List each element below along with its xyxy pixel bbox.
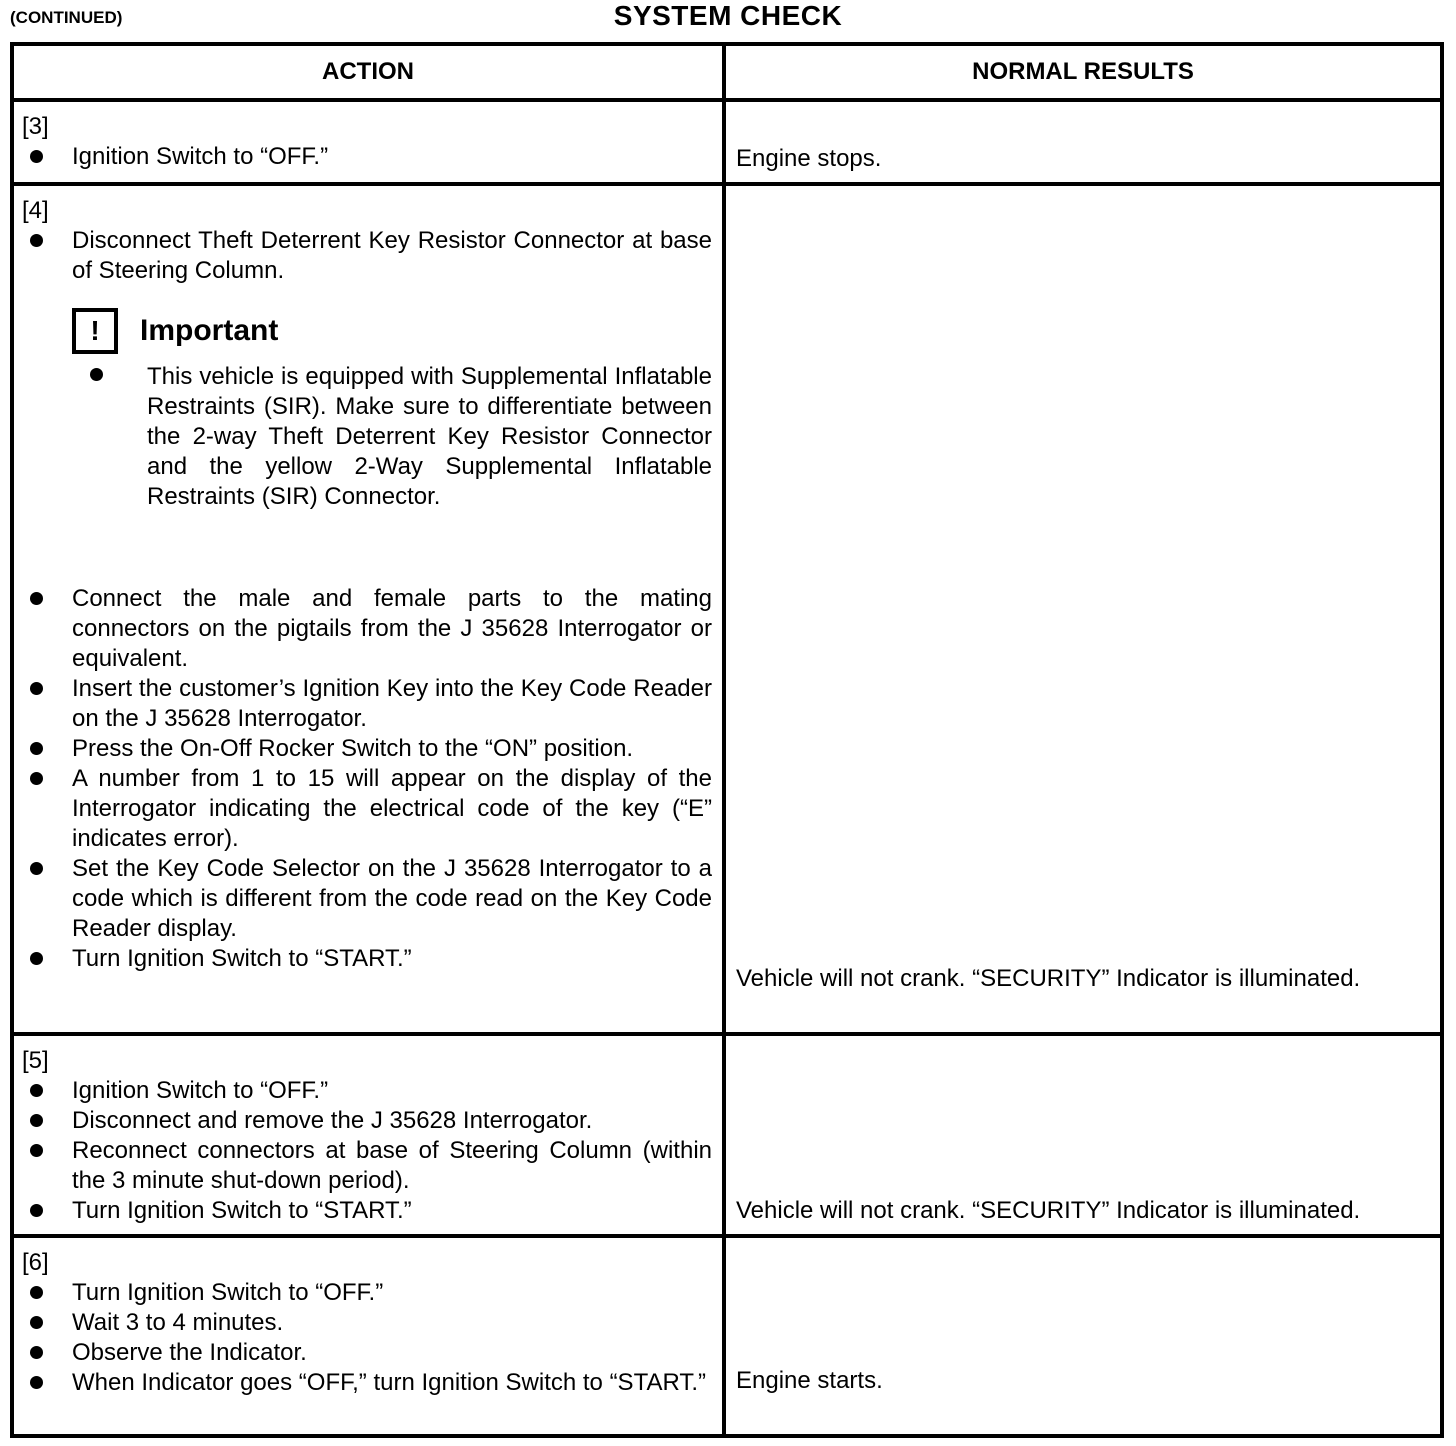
action-list	[22, 226, 712, 286]
continued-label: (CONTINUED)	[10, 8, 123, 27]
list-item: A number from 1 to 15 will appear on the display of the Interrogator indicating the electrical code of the key (“E” indicates error).	[22, 764, 712, 854]
action-list	[22, 1278, 712, 1398]
result-text: Vehicle will not crank. “SECURITY” Indicator is illuminated.	[736, 965, 1361, 992]
action-list	[22, 1076, 712, 1226]
table-header-row	[12, 44, 1442, 100]
list-item: Turn Ignition Switch to “START.”	[22, 944, 712, 974]
result-cell	[724, 100, 1442, 184]
action-cell	[12, 184, 724, 1034]
result-text: Engine stops.	[736, 145, 882, 172]
list-item: Ignition Switch to “OFF.”	[22, 142, 712, 172]
system-check-table	[10, 42, 1444, 1438]
step-number: [4]	[22, 197, 49, 224]
table-row	[12, 184, 1442, 1034]
list-item: Connect the male and female parts to the mating connectors on the pigtails from the J 35628 Interrogator or equivalent.	[22, 584, 712, 674]
list-item: Disconnect and remove the J 35628 Interrogator.	[22, 1106, 712, 1136]
result-cell	[724, 1236, 1442, 1436]
table-row	[12, 1236, 1442, 1436]
step-number: [3]	[22, 113, 49, 140]
important-list	[72, 362, 712, 512]
action-cell	[12, 1034, 724, 1236]
step-number: [5]	[22, 1047, 49, 1074]
list-item: Observe the Indicator.	[22, 1338, 712, 1368]
step-number: [6]	[22, 1249, 49, 1276]
table-row	[12, 100, 1442, 184]
table-row	[12, 1034, 1442, 1236]
list-item: Reconnect connectors at base of Steering Column (within the 3 minute shut-down period).	[22, 1136, 712, 1196]
list-item: This vehicle is equipped with Supplemental Inflatable Restraints (SIR). Make sure to differentiate between the 2-way Theft Deterrent Key Resistor Connector and the yellow 2-Way Supplemental Inflatable Restraints (SIR) Connector.	[72, 362, 712, 512]
list-item: Wait 3 to 4 minutes.	[22, 1308, 712, 1338]
exclamation-icon: !	[72, 308, 118, 354]
list-item: Ignition Switch to “OFF.”	[22, 1076, 712, 1106]
list-item: When Indicator goes “OFF,” turn Ignition Switch to “START.”	[22, 1368, 712, 1398]
list-item: Insert the customer’s Ignition Key into the Key Code Reader on the J 35628 Interrogator.	[22, 674, 712, 734]
list-item: Turn Ignition Switch to “START.”	[22, 1196, 712, 1226]
action-list	[22, 584, 712, 974]
action-cell	[12, 100, 724, 184]
list-item: Press the On-Off Rocker Switch to the “ON” position.	[22, 734, 712, 764]
result-text: Engine starts.	[736, 1367, 883, 1394]
page-title: SYSTEM CHECK	[613, 0, 843, 31]
important-notice	[72, 304, 712, 512]
column-header-action: ACTION	[12, 44, 724, 100]
list-item: Set the Key Code Selector on the J 35628 Interrogator to a code which is different from the code read on the Key Code Reader display.	[22, 854, 712, 944]
result-cell	[724, 184, 1442, 1034]
list-item: Turn Ignition Switch to “OFF.”	[22, 1278, 712, 1308]
list-item: Disconnect Theft Deterrent Key Resistor Connector at base of Steering Column.	[22, 226, 712, 286]
result-cell	[724, 1034, 1442, 1236]
action-list	[22, 142, 712, 172]
action-cell	[12, 1236, 724, 1436]
important-title: Important	[140, 314, 279, 347]
result-text: Vehicle will not crank. “SECURITY” Indicator is illuminated.	[736, 1197, 1361, 1224]
column-header-normal-results: NORMAL RESULTS	[724, 44, 1442, 100]
